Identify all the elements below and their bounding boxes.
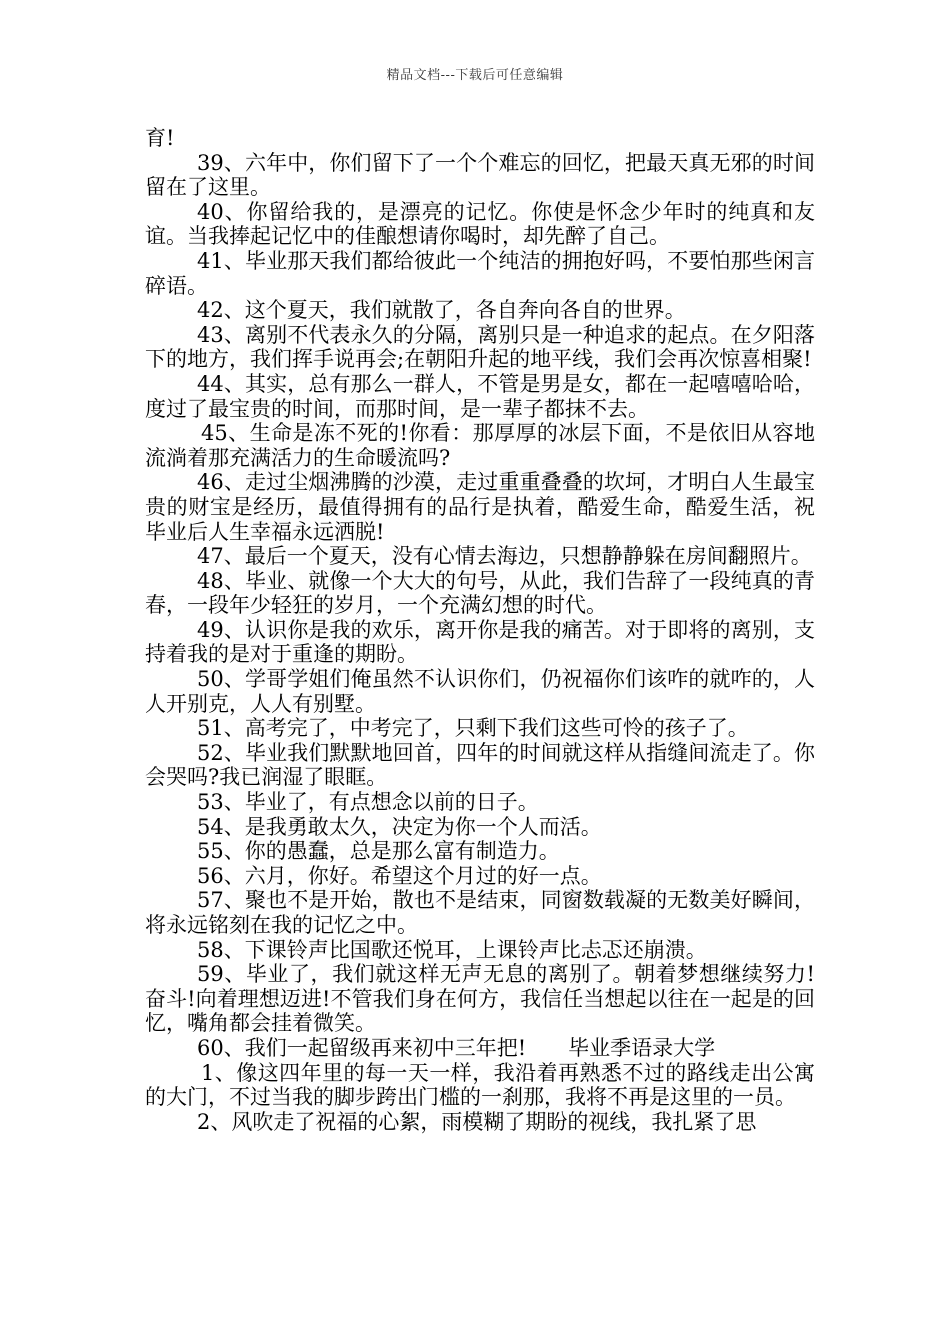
- paragraph-59: 59、毕业了，我们就这样无声无息的离别了。朝着梦想继续努力!奋斗!向着理想迈进!不管我们身在何方，我信任当想起以往在一起是的回忆，嘴角都会挂着微笑。: [145, 962, 815, 1036]
- paragraph-44: 44、其实，总有那么一群人，不管是男是女，都在一起嘻嘻哈哈，度过了最宝贵的时间，而那时间，是一辈子都抹不去。: [145, 371, 815, 421]
- paragraph-43: 43、离别不代表永久的分隔，离别只是一种追求的起点。在夕阳落下的地方，我们挥手说再会;在朝阳升起的地平线，我们会再次惊喜相聚!: [145, 322, 815, 372]
- paragraph-50: 50、学哥学姐们俺虽然不认识你们，仍祝福你们该咋的就咋的，人人开别克，人人有别墅。: [145, 667, 815, 716]
- paragraph-54: 54、是我勇敢太久，决定为你一个人而活。: [197, 814, 602, 839]
- paragraph-40: 40、你留给我的，是漂亮的记忆。你使是怀念少年时的纯真和友谊。当我捧起记忆中的佳酿想请你喝时，却先醉了自己。: [145, 199, 815, 249]
- document-body: [145, 126, 815, 1134]
- paragraph-58: 58、下课铃声比国歌还悦耳，上课铃声比忐忑还崩溃。: [197, 937, 707, 962]
- paragraph-53: 53、毕业了，有点想念以前的日子。: [197, 790, 539, 815]
- paragraph-56: 56、六月，你好。希望这个月过的好一点。: [197, 863, 602, 888]
- paragraph-60-section-heading: 60、我们一起留级再来初中三年把! 毕业季语录大学: [197, 1035, 716, 1060]
- paragraph-51: 51、高考完了，中考完了，只剩下我们这些可怜的孩子了。: [197, 716, 749, 741]
- paragraph-48: 48、毕业、就像一个大大的句号，从此，我们告辞了一段纯真的青春，一段年少轻狂的岁月，一个充满幻想的时代。: [145, 568, 815, 618]
- paragraph-57: 57、聚也不是开始，散也不是结束，同窗数载凝的无数美好瞬间，将永远铭刻在我的记忆之中。: [145, 888, 815, 937]
- paragraph-2: 2、风吹走了祝福的心絮，雨模糊了期盼的视线，我扎紧了思: [197, 1109, 757, 1134]
- paragraph-39: 39、六年中，你们留下了一个个难忘的回忆，把最天真无邪的时间留在了这里。: [145, 150, 815, 200]
- paragraph-42: 42、这个夏天，我们就散了，各自奔向各自的世界。: [197, 298, 686, 323]
- paragraph-46: 46、走过尘烟沸腾的沙漠，走过重重叠叠的坎坷，才明白人生最宝贵的财宝是经历，最值得拥有的品行是执着，酷爱生命，酷爱生活，祝毕业后人生幸福永远洒脱!: [145, 470, 815, 544]
- paragraph-45: 45、生命是冻不死的!你看：那厚厚的冰层下面，不是依旧从容地流淌着那充满活力的生命暖流吗?: [145, 421, 815, 470]
- paragraph-continuation: 育!: [145, 126, 175, 150]
- paragraph-41: 41、毕业那天我们都给彼此一个纯洁的拥抱好吗，不要怕那些闲言碎语。: [145, 248, 815, 298]
- paragraph-1: 1、像这四年里的每一天一样，我沿着再熟悉不过的路线走出公寓的大门，不过当我的脚步跨出门槛的一刹那，我将不再是这里的一员。: [145, 1060, 815, 1110]
- page-header: 精品文档---下载后可任意编辑: [386, 68, 564, 83]
- paragraph-49: 49、认识你是我的欢乐，离开你是我的痛苦。对于即将的离别，支持着我的是对于重逢的期盼。: [145, 617, 815, 667]
- paragraph-55: 55、你的愚蠢，总是那么富有制造力。: [197, 839, 560, 864]
- paragraph-52: 52、毕业我们默默地回首，四年的时间就这样从指缝间流走了。你会哭吗?我已润湿了眼眶。: [145, 740, 815, 790]
- paragraph-47: 47、最后一个夏天，没有心情去海边，只想静静躲在房间翻照片。: [197, 544, 812, 569]
